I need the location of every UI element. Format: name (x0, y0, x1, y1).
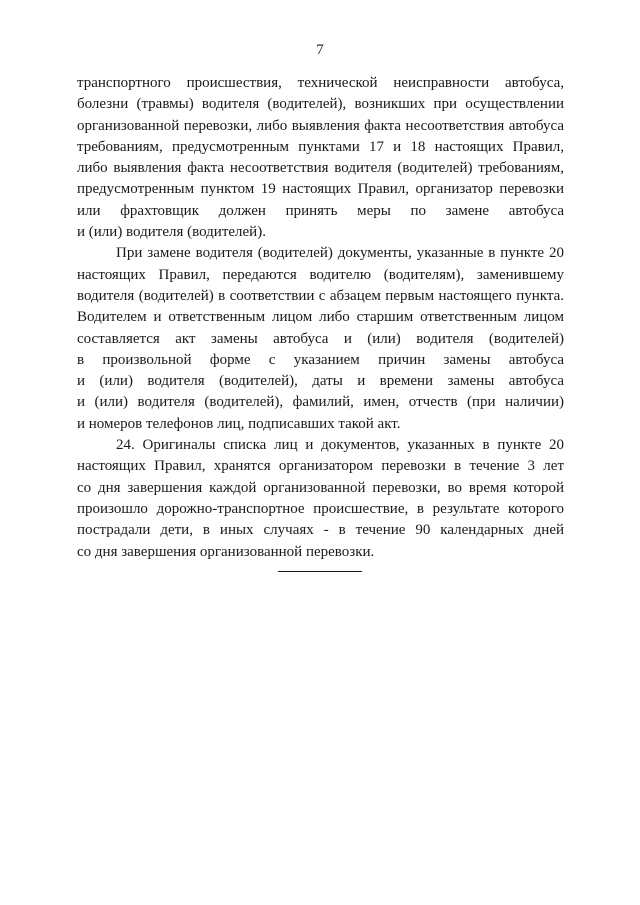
text-line: 24. Оригиналы списка лиц и документов, указанных в пункте 20 (116, 437, 564, 454)
text-line: произошло дорожно-транспортное происшествие, в результате которого (77, 500, 564, 517)
text-line: со дня завершения каждой организованной перевозки, во время которой (77, 479, 564, 496)
text-line: предусмотренным пунктом 19 настоящих Правил, организатор перевозки (77, 181, 564, 198)
text-line: и номеров телефонов лиц, подписавших такой акт. (77, 415, 401, 432)
text-line: При замене водителя (водителей) документы, указанные в пункте 20 (116, 245, 564, 262)
paragraph (77, 243, 564, 435)
text-line: или фрахтовщик должен принять меры по замене автобуса (77, 202, 564, 219)
text-line: требованиям, предусмотренным пунктами 17 и 18 настоящих Правил, (77, 138, 564, 155)
text-line: водителя (водителей) в соответствии с абзацем первым настоящего пункта. (77, 287, 564, 304)
text-line: настоящих Правил, передаются водителю (водителям), заменившему (77, 266, 564, 283)
text-line: Водителем и ответственным лицом либо старшим ответственным лицом (77, 309, 564, 326)
text-line: со дня завершения организованной перевозки. (77, 543, 375, 560)
text-line: настоящих Правил, хранятся организатором перевозки в течение 3 лет (77, 458, 564, 475)
document-body (77, 73, 564, 563)
text-line: организованной перевозки, либо выявления факта несоответствия автобуса (77, 117, 564, 134)
page-number: 7 (316, 42, 324, 58)
paragraph (77, 435, 564, 563)
text-line: составляется акт замены автобуса и (или) водителя (водителей) (77, 330, 564, 347)
text-line: и (или) водителя (водителей), даты и времени замены автобуса (77, 373, 564, 390)
text-line: болезни (травмы) водителя (водителей), возникших при осуществлении (77, 96, 564, 113)
text-line: либо выявления факта несоответствия водителя (водителей) требованиям, (77, 160, 564, 177)
text-line: и (или) водителя (водителей). (77, 224, 266, 241)
text-line: в произвольной форме с указанием причин замены автобуса (77, 351, 564, 368)
paragraph (77, 73, 564, 243)
text-line: пострадали дети, в иных случаях - в течение 90 календарных дней (77, 522, 564, 539)
end-of-document-rule (278, 571, 362, 572)
text-line: и (или) водителя (водителей), фамилий, имен, отчеств (при наличии) (77, 394, 564, 411)
text-line: транспортного происшествия, технической неисправности автобуса, (77, 75, 564, 91)
